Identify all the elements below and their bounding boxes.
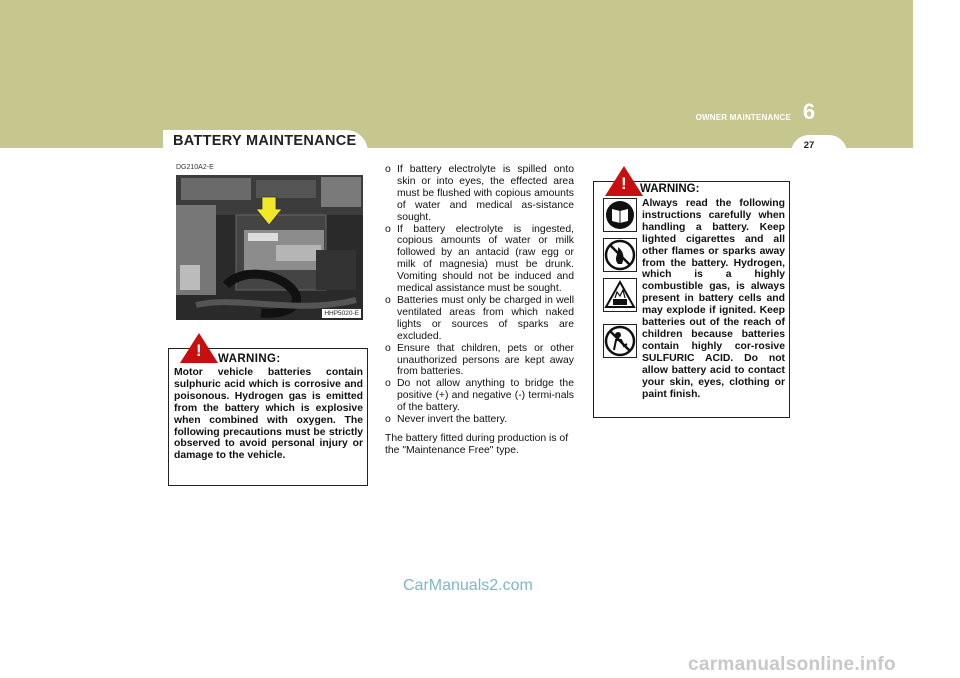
keep-away-from-children-icon: [603, 324, 637, 358]
read-manual-icon: [603, 198, 637, 232]
explosion-hazard-icon: [603, 278, 637, 312]
list-item: [385, 164, 574, 224]
watermark-carmanuals2: CarManuals2.com: [403, 577, 533, 594]
watermark-carmanualsonline: carmanualsonline.info: [688, 654, 896, 675]
list-item-text: If battery electrolyte is spilled onto skin or into eyes, the effected area must be flushed with copious amounts of water and medical as-sistance sought.: [397, 164, 574, 223]
list-item-text: Do not allow anything to bridge the positive (+) and negative (-) termi-nals of the battery.: [397, 378, 574, 414]
bullet-marker: o: [385, 378, 391, 390]
battery-photo-illustration: [176, 175, 363, 320]
list-item: [385, 378, 574, 414]
chapter-label: OWNER MAINTENANCE: [695, 113, 791, 122]
battery-photo: [176, 175, 363, 320]
exclamation-icon: !: [621, 174, 627, 193]
list-item: [385, 224, 574, 295]
list-item: [385, 414, 574, 426]
warning-right-heading: WARNING:: [640, 183, 700, 195]
warning-triangle-icon: [605, 166, 643, 196]
bullet-marker: o: [385, 223, 391, 235]
list-item: [385, 343, 574, 379]
bullet-marker: o: [385, 342, 391, 354]
list-item-text: If battery electrolyte is ingested, copious amounts of water or milk followed by an antacid (raw egg or milk of magnesia) must be drunk. Vomiting should not be induced and medical assistance must be sought.: [397, 223, 574, 295]
chapter-number: 6: [802, 99, 816, 124]
list-item: [385, 295, 574, 343]
warning-right-body: Always read the following instructions carefully when handling a battery. Keep lighted cigarettes and all other flames or sparks away from the battery. Hydrogen, which is a highly combustible gas, is always present in battery cells and may explode if ignited. Keep batteries out of the reach of children because batteries contain highly cor-rosive SULFURIC ACID. Do not allow battery acid to contact your skin, eyes, clothing or paint finish.: [642, 198, 785, 400]
warning-triangle-icon: [180, 333, 218, 363]
header-band: [0, 0, 913, 148]
list-item-text: Ensure that children, pets or other unauthorized persons are kept away from batteries.: [397, 342, 574, 378]
figure-code: DG210A2-E: [176, 164, 214, 171]
exclamation-icon: !: [196, 341, 202, 360]
bullet-marker: o: [385, 414, 391, 426]
photo-code: HHP5020-E: [324, 310, 359, 317]
precaution-list: [385, 164, 574, 457]
bullet-marker: o: [385, 294, 391, 306]
list-item-text: Batteries must only be charged in well ventilated areas from which naked lights or sources of sparks are excluded.: [397, 294, 574, 342]
no-flames-icon: [603, 238, 637, 272]
page-number: 27: [803, 140, 815, 151]
section-title: BATTERY MAINTENANCE: [173, 133, 357, 149]
warning-left-heading: WARNING:: [218, 353, 281, 365]
warning-left-body: Motor vehicle batteries contain sulphuric acid which is corrosive and poisonous. Hydrogen gas is emitted from the battery which is explosive when combined with oxygen. The following precautions must be strictly observed to avoid personal injury or damage to the vehicle.: [174, 367, 363, 462]
bullet-marker: o: [385, 164, 391, 175]
list-item-text: Never invert the battery.: [397, 414, 508, 426]
closing-paragraph: The battery fitted during production is of the "Maintenance Free" type.: [385, 432, 569, 456]
